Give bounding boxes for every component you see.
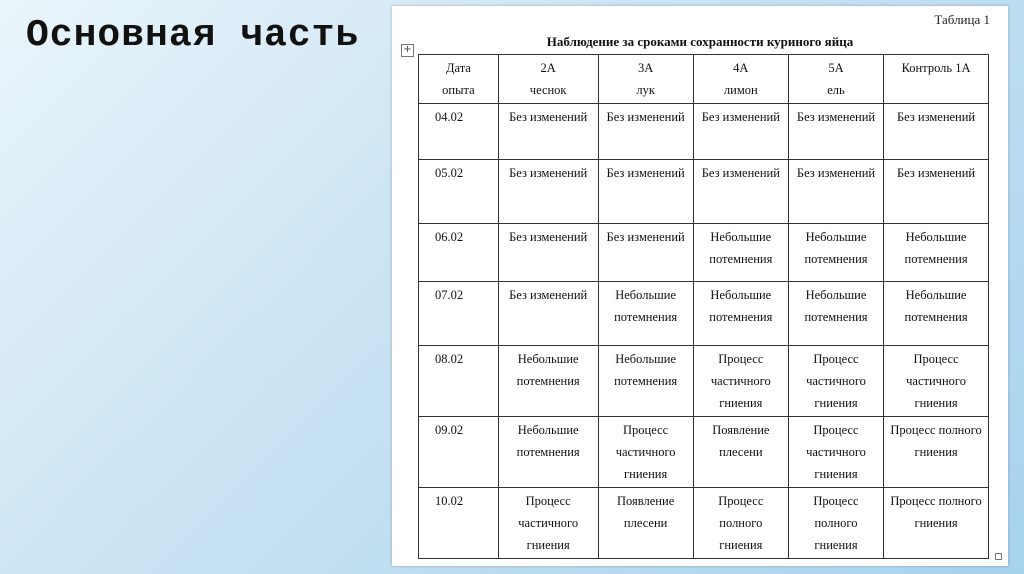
table-cell: Процесс полного гниения bbox=[884, 488, 989, 559]
observation-table bbox=[418, 54, 989, 559]
table-cell: Без изменений bbox=[693, 160, 788, 224]
table-cell: Без изменений bbox=[498, 160, 598, 224]
table-cell: Без изменений bbox=[884, 104, 989, 160]
table-cell: Процесс полного гниения bbox=[884, 417, 989, 488]
slide-title: Основная часть bbox=[26, 14, 360, 57]
table-cell-date: 05.02 bbox=[419, 160, 499, 224]
table-row bbox=[419, 417, 989, 488]
document-image bbox=[392, 6, 1008, 566]
table-caption: Таблица 1 bbox=[934, 12, 990, 27]
table-cell: Небольшие потемнения bbox=[693, 224, 788, 282]
header-5a: 5А ель bbox=[788, 55, 883, 104]
table-cell: Появление плесени bbox=[693, 417, 788, 488]
table-cell-date: 09.02 bbox=[419, 417, 499, 488]
table-cell: Без изменений bbox=[693, 104, 788, 160]
table-title: Наблюдение за сроками сохранности куриного яйца bbox=[546, 34, 854, 49]
table-cell: Без изменений bbox=[498, 282, 598, 346]
table-cell: Без изменений bbox=[598, 104, 693, 160]
table-cell: Процесс полного гниения bbox=[788, 488, 883, 559]
table-cell: Без изменений bbox=[598, 160, 693, 224]
table-header-row bbox=[419, 55, 989, 104]
table-cell-date: 07.02 bbox=[419, 282, 499, 346]
table-cell: Без изменений bbox=[884, 160, 989, 224]
table-resize-handle-icon[interactable] bbox=[995, 553, 1002, 560]
table-cell: Процесс частичного гниения bbox=[598, 417, 693, 488]
table-cell: Небольшие потемнения bbox=[598, 346, 693, 417]
table-cell: Небольшие потемнения bbox=[788, 224, 883, 282]
table-cell-date: 10.02 bbox=[419, 488, 499, 559]
table-cell: Появление плесени bbox=[598, 488, 693, 559]
table-cell: Процесс частичного гниения bbox=[788, 346, 883, 417]
header-2a: 2А чеснок bbox=[498, 55, 598, 104]
table-cell: Без изменений bbox=[498, 224, 598, 282]
table-cell: Небольшие потемнения bbox=[788, 282, 883, 346]
table-cell: Без изменений bbox=[788, 160, 883, 224]
table-row bbox=[419, 282, 989, 346]
table-cell: Без изменений bbox=[788, 104, 883, 160]
table-row bbox=[419, 346, 989, 417]
table-cell: Процесс частичного гниения bbox=[498, 488, 598, 559]
table-cell-date: 06.02 bbox=[419, 224, 499, 282]
table-cell: Небольшие потемнения bbox=[598, 282, 693, 346]
table-row bbox=[419, 224, 989, 282]
table-cell: Небольшие потемнения bbox=[884, 282, 989, 346]
header-4a: 4А лимон bbox=[693, 55, 788, 104]
table-cell: Небольшие потемнения bbox=[498, 346, 598, 417]
table-row bbox=[419, 104, 989, 160]
table-cell: Небольшие потемнения bbox=[498, 417, 598, 488]
table-cell: Без изменений bbox=[498, 104, 598, 160]
table-cell: Процесс частичного гниения bbox=[788, 417, 883, 488]
table-move-handle-icon[interactable]: + bbox=[401, 44, 414, 57]
table-cell-date: 04.02 bbox=[419, 104, 499, 160]
header-control: Контроль 1А bbox=[884, 55, 989, 104]
table-cell: Небольшие потемнения bbox=[693, 282, 788, 346]
table-cell: Небольшие потемнения bbox=[884, 224, 989, 282]
table-row bbox=[419, 160, 989, 224]
header-date: Дата опыта bbox=[419, 55, 499, 104]
table-cell-date: 08.02 bbox=[419, 346, 499, 417]
table-row bbox=[419, 488, 989, 559]
table-cell: Процесс частичного гниения bbox=[693, 346, 788, 417]
table-cell: Процесс частичного гниения bbox=[884, 346, 989, 417]
table-cell: Без изменений bbox=[598, 224, 693, 282]
header-3a: 3А лук bbox=[598, 55, 693, 104]
table-cell: Процесс полного гниения bbox=[693, 488, 788, 559]
